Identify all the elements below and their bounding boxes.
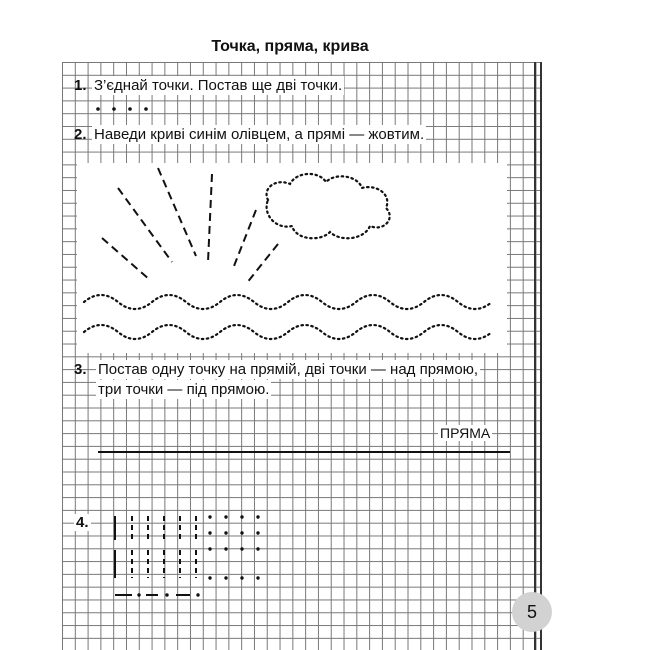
task-3-number: 3. xyxy=(74,361,87,378)
page-title: Точка, пряма, крива xyxy=(211,38,369,55)
task-1-number: 1. xyxy=(74,77,87,94)
line-label: ПРЯМА xyxy=(440,425,491,441)
task-3-text xyxy=(96,360,480,400)
task-2-text xyxy=(92,125,426,145)
graph-paper-grid xyxy=(62,62,540,650)
task-4-number: 4. xyxy=(76,514,89,531)
task-3-text-line1: Постав одну точку на прямій, дві точки — над прямою, xyxy=(98,361,479,378)
task-2-text-content: Наведи криві синім олівцем, а прямі — жовтим. xyxy=(94,126,425,143)
task-2-number: 2. xyxy=(74,126,87,143)
task-2-drawing-area xyxy=(77,163,507,353)
task-3-text-line2: три точки — під прямою. xyxy=(98,381,270,398)
page-number: 5 xyxy=(526,601,537,622)
task-1-text xyxy=(92,76,344,96)
task-1-text-content: З’єднай точки. Постав ще дві точки. xyxy=(94,77,343,94)
page-margin-lines xyxy=(534,62,542,650)
page-number-badge xyxy=(512,592,552,632)
